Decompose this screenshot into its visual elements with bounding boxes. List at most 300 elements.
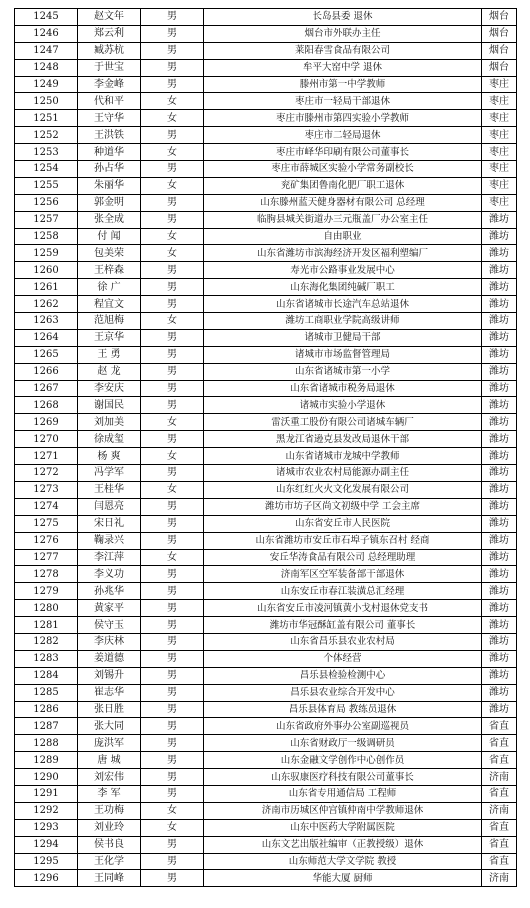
table-row xyxy=(15,110,517,127)
work-unit-cell: 山东文艺出版社编审（正教授级）退休 xyxy=(204,836,482,853)
region-cell: 潍坊 xyxy=(482,684,517,701)
region-cell: 省直 xyxy=(482,853,517,870)
name-cell: 闫恩亮 xyxy=(78,498,141,515)
serial-number-cell: 1264 xyxy=(15,329,78,346)
name-cell: 付 闻 xyxy=(78,228,141,245)
region-cell: 烟台 xyxy=(482,59,517,76)
work-unit-cell: 枣庄市滕州市第四实验小学教师 xyxy=(204,110,482,127)
name-cell: 宋日礼 xyxy=(78,515,141,532)
table-row xyxy=(15,313,517,330)
gender-cell: 女 xyxy=(141,481,204,498)
serial-number-cell: 1276 xyxy=(15,532,78,549)
work-unit-cell: 个体经营 xyxy=(204,650,482,667)
work-unit-cell: 山东省安丘市凌河镇黄小戈村退休党支书 xyxy=(204,600,482,617)
name-cell: 于世宝 xyxy=(78,59,141,76)
name-cell: 唐 城 xyxy=(78,752,141,769)
gender-cell: 男 xyxy=(141,42,204,59)
gender-cell: 男 xyxy=(141,262,204,279)
work-unit-cell: 潍坊市坊子区尚文初级中学 工会主席 xyxy=(204,498,482,515)
region-cell: 枣庄 xyxy=(482,127,517,144)
name-cell: 姜道德 xyxy=(78,650,141,667)
serial-number-cell: 1286 xyxy=(15,701,78,718)
name-cell: 张全成 xyxy=(78,211,141,228)
name-cell: 侯书良 xyxy=(78,836,141,853)
gender-cell: 男 xyxy=(141,161,204,178)
region-cell: 潍坊 xyxy=(482,431,517,448)
name-cell: 孙兆华 xyxy=(78,583,141,600)
gender-cell: 男 xyxy=(141,836,204,853)
serial-number-cell: 1265 xyxy=(15,346,78,363)
region-cell: 枣庄 xyxy=(482,93,517,110)
table-row xyxy=(15,25,517,42)
serial-number-cell: 1279 xyxy=(15,583,78,600)
work-unit-cell: 山东省潍坊市安丘市石埠子镇东召村 经商 xyxy=(204,532,482,549)
table-row xyxy=(15,583,517,600)
gender-cell: 男 xyxy=(141,701,204,718)
gender-cell: 女 xyxy=(141,144,204,161)
region-cell: 烟台 xyxy=(482,42,517,59)
name-cell: 张大同 xyxy=(78,718,141,735)
table-row xyxy=(15,431,517,448)
gender-cell: 男 xyxy=(141,617,204,634)
name-cell: 王功梅 xyxy=(78,802,141,819)
work-unit-cell: 枣庄市薛城区实验小学常务副校长 xyxy=(204,161,482,178)
table-row xyxy=(15,633,517,650)
work-unit-cell: 山东滕州蓝天健身器材有限公司 总经理 xyxy=(204,194,482,211)
work-unit-cell: 山东红红火火文化发展有限公司 xyxy=(204,481,482,498)
serial-number-cell: 1285 xyxy=(15,684,78,701)
table-row xyxy=(15,617,517,634)
gender-cell: 男 xyxy=(141,853,204,870)
region-cell: 潍坊 xyxy=(482,633,517,650)
work-unit-cell: 长岛县委 退休 xyxy=(204,9,482,26)
gender-cell: 男 xyxy=(141,735,204,752)
gender-cell: 女 xyxy=(141,110,204,127)
serial-number-cell: 1275 xyxy=(15,515,78,532)
work-unit-cell: 山东省诸城市税务局退休 xyxy=(204,380,482,397)
serial-number-cell: 1273 xyxy=(15,481,78,498)
serial-number-cell: 1266 xyxy=(15,363,78,380)
serial-number-cell: 1267 xyxy=(15,380,78,397)
serial-number-cell: 1295 xyxy=(15,853,78,870)
name-cell: 李安庆 xyxy=(78,380,141,397)
table-row xyxy=(15,59,517,76)
gender-cell: 女 xyxy=(141,802,204,819)
work-unit-cell: 山东金融文学创作中心创作员 xyxy=(204,752,482,769)
table-row xyxy=(15,363,517,380)
region-cell: 潍坊 xyxy=(482,701,517,718)
table-row xyxy=(15,515,517,532)
gender-cell: 男 xyxy=(141,650,204,667)
gender-cell: 女 xyxy=(141,549,204,566)
table-row xyxy=(15,346,517,363)
region-cell: 潍坊 xyxy=(482,566,517,583)
work-unit-cell: 潍坊市华冠酥缸盖有限公司 董事长 xyxy=(204,617,482,634)
table-row xyxy=(15,532,517,549)
serial-number-cell: 1260 xyxy=(15,262,78,279)
work-unit-cell: 寿光市公路事业发展中心 xyxy=(204,262,482,279)
serial-number-cell: 1281 xyxy=(15,617,78,634)
table-row xyxy=(15,228,517,245)
gender-cell: 男 xyxy=(141,718,204,735)
table-row xyxy=(15,144,517,161)
serial-number-cell: 1291 xyxy=(15,785,78,802)
serial-number-cell: 1287 xyxy=(15,718,78,735)
name-cell: 朱丽华 xyxy=(78,177,141,194)
work-unit-cell: 雷沃重工股份有限公司诸城车辆厂 xyxy=(204,414,482,431)
table-row xyxy=(15,245,517,262)
work-unit-cell: 山东师范大学文学院 教授 xyxy=(204,853,482,870)
gender-cell: 女 xyxy=(141,93,204,110)
gender-cell: 男 xyxy=(141,769,204,786)
work-unit-cell: 诸城市实验小学退休 xyxy=(204,397,482,414)
gender-cell: 男 xyxy=(141,498,204,515)
region-cell: 济南 xyxy=(482,870,517,887)
region-cell: 枣庄 xyxy=(482,194,517,211)
table-row xyxy=(15,785,517,802)
name-cell: 黄家平 xyxy=(78,600,141,617)
gender-cell: 男 xyxy=(141,752,204,769)
serial-number-cell: 1270 xyxy=(15,431,78,448)
serial-number-cell: 1280 xyxy=(15,600,78,617)
gender-cell: 男 xyxy=(141,59,204,76)
serial-number-cell: 1294 xyxy=(15,836,78,853)
table-row xyxy=(15,76,517,93)
table-row xyxy=(15,194,517,211)
name-cell: 庞洪军 xyxy=(78,735,141,752)
work-unit-cell: 昌乐县体育局 教练员退休 xyxy=(204,701,482,718)
work-unit-cell: 华能大厦 厨师 xyxy=(204,870,482,887)
member-table xyxy=(14,8,517,887)
serial-number-cell: 1271 xyxy=(15,448,78,465)
work-unit-cell: 烟台市外联办主任 xyxy=(204,25,482,42)
work-unit-cell: 山东省诸城市第一小学 xyxy=(204,363,482,380)
table-row xyxy=(15,870,517,887)
table-row xyxy=(15,701,517,718)
gender-cell: 男 xyxy=(141,431,204,448)
name-cell: 王化学 xyxy=(78,853,141,870)
region-cell: 枣庄 xyxy=(482,161,517,178)
name-cell: 鞠录兴 xyxy=(78,532,141,549)
name-cell: 李金峰 xyxy=(78,76,141,93)
name-cell: 代和平 xyxy=(78,93,141,110)
work-unit-cell: 莱阳春雪食品有限公司 xyxy=(204,42,482,59)
region-cell: 潍坊 xyxy=(482,346,517,363)
region-cell: 省直 xyxy=(482,836,517,853)
gender-cell: 男 xyxy=(141,785,204,802)
serial-number-cell: 1257 xyxy=(15,211,78,228)
gender-cell: 女 xyxy=(141,819,204,836)
table-row xyxy=(15,718,517,735)
serial-number-cell: 1254 xyxy=(15,161,78,178)
serial-number-cell: 1293 xyxy=(15,819,78,836)
table-row xyxy=(15,211,517,228)
region-cell: 济南 xyxy=(482,802,517,819)
serial-number-cell: 1277 xyxy=(15,549,78,566)
region-cell: 潍坊 xyxy=(482,329,517,346)
gender-cell: 女 xyxy=(141,177,204,194)
region-cell: 潍坊 xyxy=(482,279,517,296)
serial-number-cell: 1268 xyxy=(15,397,78,414)
name-cell: 王洪铁 xyxy=(78,127,141,144)
gender-cell: 男 xyxy=(141,684,204,701)
region-cell: 烟台 xyxy=(482,25,517,42)
serial-number-cell: 1245 xyxy=(15,9,78,26)
work-unit-cell: 枣庄市一轻局干部退休 xyxy=(204,93,482,110)
region-cell: 潍坊 xyxy=(482,481,517,498)
region-cell: 潍坊 xyxy=(482,363,517,380)
name-cell: 李义功 xyxy=(78,566,141,583)
region-cell: 潍坊 xyxy=(482,600,517,617)
table-row xyxy=(15,735,517,752)
serial-number-cell: 1278 xyxy=(15,566,78,583)
region-cell: 潍坊 xyxy=(482,532,517,549)
name-cell: 刘业玲 xyxy=(78,819,141,836)
name-cell: 徐 广 xyxy=(78,279,141,296)
gender-cell: 男 xyxy=(141,194,204,211)
gender-cell: 男 xyxy=(141,380,204,397)
gender-cell: 男 xyxy=(141,9,204,26)
table-row xyxy=(15,819,517,836)
table-row xyxy=(15,853,517,870)
table-row xyxy=(15,752,517,769)
serial-number-cell: 1284 xyxy=(15,667,78,684)
name-cell: 范旭梅 xyxy=(78,313,141,330)
gender-cell: 女 xyxy=(141,313,204,330)
gender-cell: 男 xyxy=(141,211,204,228)
name-cell: 崔志华 xyxy=(78,684,141,701)
gender-cell: 男 xyxy=(141,566,204,583)
work-unit-cell: 枣庄市二轻局退休 xyxy=(204,127,482,144)
table-row xyxy=(15,329,517,346)
table-row xyxy=(15,498,517,515)
gender-cell: 男 xyxy=(141,870,204,887)
name-cell: 郑云利 xyxy=(78,25,141,42)
serial-number-cell: 1283 xyxy=(15,650,78,667)
region-cell: 枣庄 xyxy=(482,144,517,161)
serial-number-cell: 1250 xyxy=(15,93,78,110)
name-cell: 冯学军 xyxy=(78,465,141,482)
work-unit-cell: 牟平大窑中学 退休 xyxy=(204,59,482,76)
work-unit-cell: 诸城市市场监督管理局 xyxy=(204,346,482,363)
region-cell: 潍坊 xyxy=(482,650,517,667)
region-cell: 潍坊 xyxy=(482,465,517,482)
work-unit-cell: 济南军区空军装备部干部退休 xyxy=(204,566,482,583)
gender-cell: 男 xyxy=(141,515,204,532)
table-row xyxy=(15,397,517,414)
serial-number-cell: 1289 xyxy=(15,752,78,769)
region-cell: 潍坊 xyxy=(482,515,517,532)
name-cell: 赵 龙 xyxy=(78,363,141,380)
name-cell: 赵文年 xyxy=(78,9,141,26)
name-cell: 李江萍 xyxy=(78,549,141,566)
region-cell: 潍坊 xyxy=(482,262,517,279)
serial-number-cell: 1258 xyxy=(15,228,78,245)
name-cell: 李 军 xyxy=(78,785,141,802)
serial-number-cell: 1255 xyxy=(15,177,78,194)
region-cell: 潍坊 xyxy=(482,617,517,634)
name-cell: 徐成玺 xyxy=(78,431,141,448)
work-unit-cell: 昌乐县农业综合开发中心 xyxy=(204,684,482,701)
table-row xyxy=(15,380,517,397)
serial-number-cell: 1253 xyxy=(15,144,78,161)
name-cell: 王守华 xyxy=(78,110,141,127)
name-cell: 李庆林 xyxy=(78,633,141,650)
work-unit-cell: 兖矿集团鲁南化肥厂职工退休 xyxy=(204,177,482,194)
table-row xyxy=(15,448,517,465)
gender-cell: 男 xyxy=(141,279,204,296)
region-cell: 潍坊 xyxy=(482,414,517,431)
table-row xyxy=(15,549,517,566)
name-cell: 刘锡升 xyxy=(78,667,141,684)
work-unit-cell: 济南市历城区仲宫镇仲南中学教师退休 xyxy=(204,802,482,819)
work-unit-cell: 山东省财政厅一级调研员 xyxy=(204,735,482,752)
serial-number-cell: 1296 xyxy=(15,870,78,887)
region-cell: 潍坊 xyxy=(482,498,517,515)
name-cell: 王 勇 xyxy=(78,346,141,363)
region-cell: 济南 xyxy=(482,769,517,786)
region-cell: 潍坊 xyxy=(482,211,517,228)
work-unit-cell: 黑龙江省逊克县发改局退休干部 xyxy=(204,431,482,448)
work-unit-cell: 滕州市第一中学教师 xyxy=(204,76,482,93)
region-cell: 省直 xyxy=(482,735,517,752)
table-row xyxy=(15,481,517,498)
region-cell: 潍坊 xyxy=(482,397,517,414)
gender-cell: 男 xyxy=(141,667,204,684)
region-cell: 枣庄 xyxy=(482,110,517,127)
serial-number-cell: 1246 xyxy=(15,25,78,42)
serial-number-cell: 1259 xyxy=(15,245,78,262)
serial-number-cell: 1247 xyxy=(15,42,78,59)
gender-cell: 女 xyxy=(141,448,204,465)
work-unit-cell: 山东省诸城市龙城中学教师 xyxy=(204,448,482,465)
serial-number-cell: 1249 xyxy=(15,76,78,93)
region-cell: 潍坊 xyxy=(482,448,517,465)
table-row xyxy=(15,600,517,617)
gender-cell: 男 xyxy=(141,296,204,313)
work-unit-cell: 昌乐县检验检测中心 xyxy=(204,667,482,684)
gender-cell: 女 xyxy=(141,414,204,431)
table-row xyxy=(15,161,517,178)
gender-cell: 男 xyxy=(141,127,204,144)
table-row xyxy=(15,296,517,313)
work-unit-cell: 山东省昌乐县农业农村局 xyxy=(204,633,482,650)
serial-number-cell: 1251 xyxy=(15,110,78,127)
member-table-body xyxy=(15,9,517,887)
gender-cell: 男 xyxy=(141,633,204,650)
table-row xyxy=(15,42,517,59)
member-list-document xyxy=(14,8,517,887)
gender-cell: 男 xyxy=(141,397,204,414)
region-cell: 潍坊 xyxy=(482,228,517,245)
work-unit-cell: 山东省专用通信局 工程师 xyxy=(204,785,482,802)
region-cell: 省直 xyxy=(482,718,517,735)
work-unit-cell: 山东省潍坊市滨海经济开发区福利塑编厂 xyxy=(204,245,482,262)
region-cell: 枣庄 xyxy=(482,76,517,93)
name-cell: 谢国民 xyxy=(78,397,141,414)
table-row xyxy=(15,262,517,279)
name-cell: 王京华 xyxy=(78,329,141,346)
work-unit-cell: 山东省政府外事办公室副巡视员 xyxy=(204,718,482,735)
region-cell: 潍坊 xyxy=(482,667,517,684)
name-cell: 种道华 xyxy=(78,144,141,161)
work-unit-cell: 诸城市农业农村局能源办副主任 xyxy=(204,465,482,482)
gender-cell: 女 xyxy=(141,245,204,262)
serial-number-cell: 1272 xyxy=(15,465,78,482)
name-cell: 刘宏伟 xyxy=(78,769,141,786)
region-cell: 烟台 xyxy=(482,9,517,26)
name-cell: 臧苏杭 xyxy=(78,42,141,59)
region-cell: 潍坊 xyxy=(482,296,517,313)
serial-number-cell: 1282 xyxy=(15,633,78,650)
serial-number-cell: 1262 xyxy=(15,296,78,313)
work-unit-cell: 山东海化集团纯碱厂职工 xyxy=(204,279,482,296)
table-row xyxy=(15,177,517,194)
table-row xyxy=(15,802,517,819)
serial-number-cell: 1274 xyxy=(15,498,78,515)
work-unit-cell: 山东省安丘市人民医院 xyxy=(204,515,482,532)
table-row xyxy=(15,465,517,482)
name-cell: 杨 爽 xyxy=(78,448,141,465)
name-cell: 程宜文 xyxy=(78,296,141,313)
gender-cell: 男 xyxy=(141,25,204,42)
serial-number-cell: 1252 xyxy=(15,127,78,144)
region-cell: 枣庄 xyxy=(482,177,517,194)
table-row xyxy=(15,127,517,144)
table-row xyxy=(15,566,517,583)
region-cell: 潍坊 xyxy=(482,583,517,600)
region-cell: 潍坊 xyxy=(482,313,517,330)
name-cell: 王同峰 xyxy=(78,870,141,887)
gender-cell: 男 xyxy=(141,465,204,482)
table-row xyxy=(15,9,517,26)
region-cell: 省直 xyxy=(482,752,517,769)
gender-cell: 男 xyxy=(141,329,204,346)
gender-cell: 女 xyxy=(141,228,204,245)
work-unit-cell: 自由职业 xyxy=(204,228,482,245)
region-cell: 潍坊 xyxy=(482,549,517,566)
serial-number-cell: 1292 xyxy=(15,802,78,819)
region-cell: 省直 xyxy=(482,819,517,836)
table-row xyxy=(15,667,517,684)
gender-cell: 男 xyxy=(141,532,204,549)
table-row xyxy=(15,93,517,110)
region-cell: 潍坊 xyxy=(482,380,517,397)
name-cell: 张日胜 xyxy=(78,701,141,718)
gender-cell: 男 xyxy=(141,76,204,93)
name-cell: 王桂华 xyxy=(78,481,141,498)
work-unit-cell: 临朐县城关街道办三元瓶盖厂办公室主任 xyxy=(204,211,482,228)
gender-cell: 男 xyxy=(141,583,204,600)
name-cell: 郭金明 xyxy=(78,194,141,211)
serial-number-cell: 1261 xyxy=(15,279,78,296)
table-row xyxy=(15,414,517,431)
serial-number-cell: 1256 xyxy=(15,194,78,211)
gender-cell: 男 xyxy=(141,346,204,363)
work-unit-cell: 山东中医药大学附属医院 xyxy=(204,819,482,836)
work-unit-cell: 山东驭康医疗科技有限公司董事长 xyxy=(204,769,482,786)
work-unit-cell: 潍坊工商职业学院高级讲师 xyxy=(204,313,482,330)
work-unit-cell: 枣庄市峄华印刷有限公司董事长 xyxy=(204,144,482,161)
name-cell: 孙占华 xyxy=(78,161,141,178)
serial-number-cell: 1248 xyxy=(15,59,78,76)
work-unit-cell: 安丘华涛食品有限公司 总经理助理 xyxy=(204,549,482,566)
name-cell: 包美荣 xyxy=(78,245,141,262)
table-row xyxy=(15,650,517,667)
name-cell: 王梓森 xyxy=(78,262,141,279)
name-cell: 侯守玉 xyxy=(78,617,141,634)
gender-cell: 男 xyxy=(141,600,204,617)
